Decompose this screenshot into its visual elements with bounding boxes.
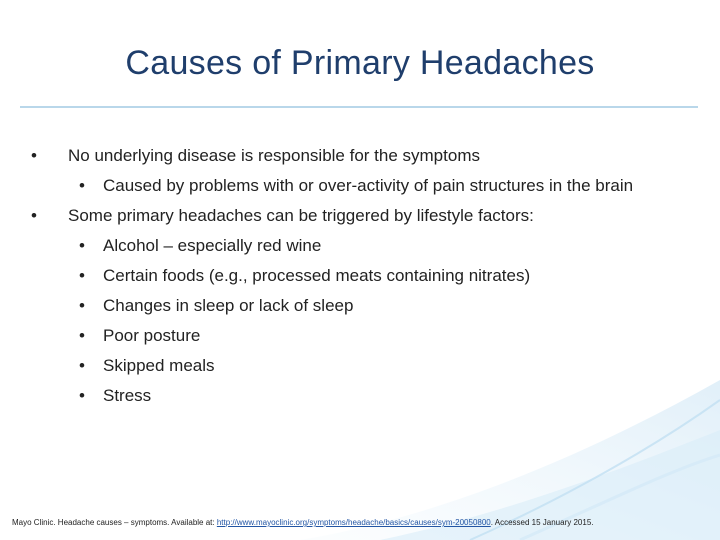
bullet-item — [0, 201, 720, 231]
bullet-icon: • — [79, 356, 85, 375]
bullet-icon: • — [31, 206, 37, 225]
sub-bullet-item — [0, 261, 720, 291]
sub-bullet-item — [0, 171, 720, 201]
bullet-text: No underlying disease is responsible for the symptoms — [68, 146, 480, 165]
citation-footer — [12, 518, 593, 527]
sub-bullet-item — [0, 351, 720, 381]
bullet-text: Some primary headaches can be triggered by lifestyle factors: — [68, 206, 534, 225]
bullet-text: Skipped meals — [103, 356, 215, 375]
bullet-icon: • — [79, 326, 85, 345]
citation-suffix: . Accessed 15 January 2015. — [490, 518, 594, 527]
citation-prefix: Mayo Clinic. Headache causes – symptoms. Available at: — [12, 518, 217, 527]
slide-title: Causes of Primary Headaches — [125, 44, 595, 82]
sub-bullet-item — [0, 291, 720, 321]
bullet-text: Caused by problems with or over-activity of pain structures in the brain — [103, 176, 634, 195]
bullet-text: Certain foods (e.g., processed meats containing nitrates) — [103, 266, 531, 285]
bullet-icon: • — [31, 146, 37, 165]
title-divider — [20, 106, 698, 108]
sub-bullet-item — [0, 381, 720, 411]
citation-link[interactable]: http://www.mayoclinic.org/symptoms/headache/basics/causes/sym-20050800 — [216, 518, 491, 527]
bullet-icon: • — [79, 386, 85, 405]
bullet-icon: • — [79, 236, 85, 255]
bullet-item — [0, 141, 720, 171]
sub-bullet-item — [0, 231, 720, 261]
bullet-text: Poor posture — [103, 326, 201, 345]
sub-bullet-item — [0, 321, 720, 351]
bullet-text: Changes in sleep or lack of sleep — [103, 296, 354, 315]
bullet-text: Alcohol – especially red wine — [103, 236, 322, 255]
bullet-icon: • — [79, 266, 85, 285]
bullet-icon: • — [79, 296, 85, 315]
bullet-list — [0, 141, 720, 411]
bullet-icon: • — [79, 176, 85, 195]
bullet-text: Stress — [103, 386, 152, 405]
